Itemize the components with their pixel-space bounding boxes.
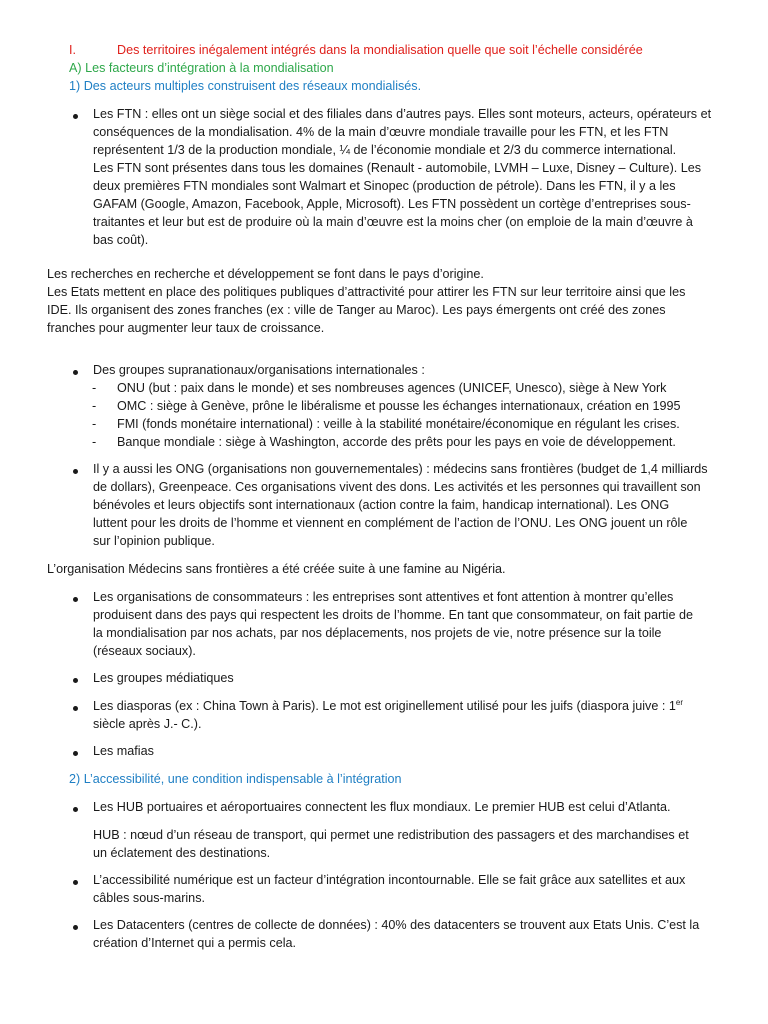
ftn-line: Les FTN : elles ont un siège social et des filiales dans d’autres pays. Elles sont moteurs, acteurs, opérateurs et (93, 107, 712, 121)
ftn-line: Les FTN sont présentes dans tous les domaines (Renault - automobile, LVMH – Luxe, Disney – Culture). Les (93, 161, 702, 175)
bullet-icon (73, 807, 78, 812)
bullet-icon (73, 880, 78, 885)
ftn-line: représentent 1/3 de la production mondiale, ¼ de l’économie mondiale et 2/3 du commerce international. (93, 143, 677, 157)
bullet-icon (73, 706, 78, 711)
bullet-icon (73, 597, 78, 602)
mafias-item: Les mafias (93, 744, 154, 758)
ftn-line: bas coût). (93, 233, 149, 247)
diasporas-superscript: er (675, 697, 683, 707)
dash-marker: - (92, 381, 97, 395)
ong-line: luttent pour les droits de l’homme et viennent en complément de l’action de l’ONU. Les ONG jouent un rôle (93, 516, 688, 530)
hub-definition: un éclatement des destinations. (93, 846, 271, 860)
dash-marker: - (92, 435, 97, 449)
supra-item: ONU (but : paix dans le monde) et ses nombreuses agences (UNICEF, Unesco), siège à New York (117, 381, 667, 395)
ong-line: bénévoles et leurs objectifs sont internationaux (action contre la faim, handicap international). Les ONG (93, 498, 670, 512)
bullet-icon (73, 678, 78, 683)
paragraph-line: franches pour augmenter leur taux de croissance. (47, 321, 325, 335)
heading-main: Des territoires inégalement intégrés dans la mondialisation quelle que soit l’échelle considérée (117, 43, 643, 57)
paragraph-line: Les recherches en recherche et développement se font dans le pays d’origine. (47, 267, 484, 281)
paragraph-line: Les Etats mettent en place des politiques publiques d’attractivité pour attirer les FTN sur leur territoire ainsi que les (47, 285, 686, 299)
dash-marker: - (92, 417, 97, 431)
conso-line: la mondialisation par nos achats, par nos déplacements, nos projets de vie, notre présence sur la toile (93, 626, 662, 640)
conso-line: Les organisations de consommateurs : les entreprises sont attentives et font attention à montrer qu’elles (93, 590, 674, 604)
ong-line: de dollars), Greenpeace. Ces organisations vivent des dons. Les activités et les personnes qui travaillent son (93, 480, 701, 494)
ftn-line: conséquences de la mondialisation. 4% de la main d’œuvre mondiale travaille pour les FTN, et les FTN (93, 125, 669, 139)
bullet-icon (73, 469, 78, 474)
numerique-line: L’accessibilité numérique est un facteur d’intégration incontournable. Elle se fait grâce aux satellites et aux (93, 873, 686, 887)
paragraph-line: IDE. Ils organisent des zones franches (ex : ville de Tanger au Maroc). Les pays émergents ont créé des zones (47, 303, 666, 317)
ong-line: Il y a aussi les ONG (organisations non gouvernementales) : médecins sans frontières (budget de 1,4 milliards (93, 462, 708, 476)
heading-2: 2) L’accessibilité, une condition indispensable à l’intégration (69, 772, 402, 786)
bullet-icon (73, 370, 78, 375)
supra-item: FMI (fonds monétaire international) : veille à la stabilité monétaire/économique en régulant les crises. (117, 417, 680, 431)
diasporas-line: siècle après J.- C.). (93, 717, 202, 731)
ong-line: sur l’opinion publique. (93, 534, 215, 548)
dash-marker: - (92, 399, 97, 413)
medias-item: Les groupes médiatiques (93, 671, 234, 685)
conso-line: produisent dans des pays qui respectent les droits de l’homme. En tant que consommateur, on fait partie de (93, 608, 693, 622)
diasporas-line (93, 698, 683, 716)
heading-1: 1) Des acteurs multiples construisent des réseaux mondialisés. (69, 79, 422, 93)
bullet-icon (73, 114, 78, 119)
hub-definition: HUB : nœud d’un réseau de transport, qui permet une redistribution des passagers et des marchandises et (93, 828, 689, 842)
msf-paragraph: L’organisation Médecins sans frontières a été créée suite à une famine au Nigéria. (47, 562, 506, 576)
diasporas-text: Les diasporas (ex : China Town à Paris). Le mot est originellement utilisé pour les juifs (diaspora juive : 1 (93, 699, 676, 713)
datacenters-line: création d’Internet qui a permis cela. (93, 936, 297, 950)
bullet-icon (73, 751, 78, 756)
bullet-icon (73, 925, 78, 930)
ftn-line: traitantes et leur but est de produire où la main d’œuvre est la moins cher (on emploie de la main d’œuvre à (93, 215, 693, 229)
datacenters-line: Les Datacenters (centres de collecte de données) : 40% des datacenters se trouvent aux Etats Unis. C’est la (93, 918, 700, 932)
ftn-line: deux premières FTN mondiales sont Walmart et Sinopec (production de pétrole). Dans les FTN, il y a les (93, 179, 676, 193)
heading-numeral: I. (69, 43, 76, 57)
numerique-line: câbles sous-marins. (93, 891, 205, 905)
ftn-line: GAFAM (Google, Amazon, Facebook, Apple, Microsoft). Les FTN possèdent un cortège d’entreprises sous- (93, 197, 691, 211)
supra-title: Des groupes supranationaux/organisations internationales : (93, 363, 425, 377)
supra-item: OMC : siège à Genève, prône le libéralisme et pousse les échanges internationaux, création en 1995 (117, 399, 681, 413)
hub-item: Les HUB portuaires et aéroportuaires connectent les flux mondiaux. Le premier HUB est celui d’Atlanta. (93, 800, 671, 814)
heading-a: A) Les facteurs d’intégration à la mondialisation (69, 61, 334, 75)
conso-line: (réseaux sociaux). (93, 644, 196, 658)
supra-item: Banque mondiale : siège à Washington, accorde des prêts pour les pays en voie de développement. (117, 435, 676, 449)
